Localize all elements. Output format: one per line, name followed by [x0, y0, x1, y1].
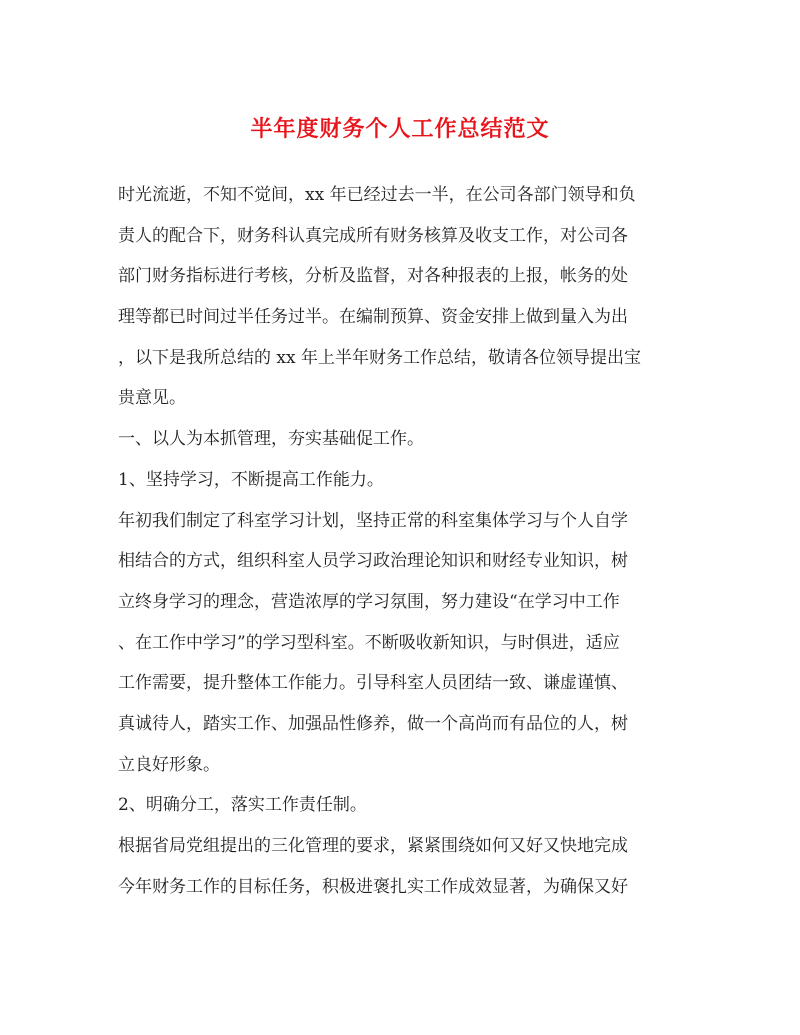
body-line: ，以下是我所总结的 xx 年上半年财务工作总结，敬请各位领导提出宝: [118, 347, 641, 368]
document-body: [118, 175, 688, 907]
body-line: 部门财务指标进行考核，分析及监督，对各种报表的上报，帐务的处: [118, 266, 628, 287]
body-line: 今年财务工作的目标任务，积极进褒扎实工作成效显著，为确保又好: [118, 876, 628, 897]
section-heading: 一、以人为本抓管理，夯实基础促工作。: [118, 429, 424, 450]
body-line: 根据省局党组提出的三化管理的要求，紧紧围绕如何又好又快地完成: [118, 836, 628, 856]
body-line: 时光流逝，不知不觉间，xx 年已经过去一半，在公司各部门领导和负: [118, 185, 636, 205]
body-line: 年初我们制定了科室学习计划，坚持正常的科室集体学习与个人自学: [118, 510, 628, 531]
body-line: 立良好形象。: [118, 754, 220, 775]
body-line: 立终身学习的理念，营造浓厚的学习氛围，努力建设“在学习中工作: [118, 591, 620, 612]
body-line: 工作需要，提升整体工作能力。引导科室人员团结一致、谦虚谨慎、: [118, 673, 628, 694]
body-line: 、在工作中学习”的学习型科室。不断吸收新知识，与时俱进，适应: [118, 632, 620, 653]
body-line: 贵意见。: [118, 388, 186, 409]
body-line: 责人的配合下，财务科认真完成所有财务核算及收支工作，对公司各: [118, 225, 628, 246]
body-line: 相结合的方式，组织科室人员学习政治理论知识和财经专业知识，树: [118, 551, 628, 572]
body-line: 理等都已时间过半任务过半。在编制预算、资金安排上做到量入为出: [118, 307, 628, 328]
subsection-heading: 2、明确分工，落实工作责任制。: [118, 795, 367, 816]
body-line: 真诚待人，踏实工作、加强品性修养，做一个高尚而有品位的人，树: [118, 713, 628, 734]
document-title: 半年度财务个人工作总结范文: [250, 116, 550, 142]
subsection-heading: 1、坚持学习，不断提高工作能力。: [118, 469, 384, 490]
